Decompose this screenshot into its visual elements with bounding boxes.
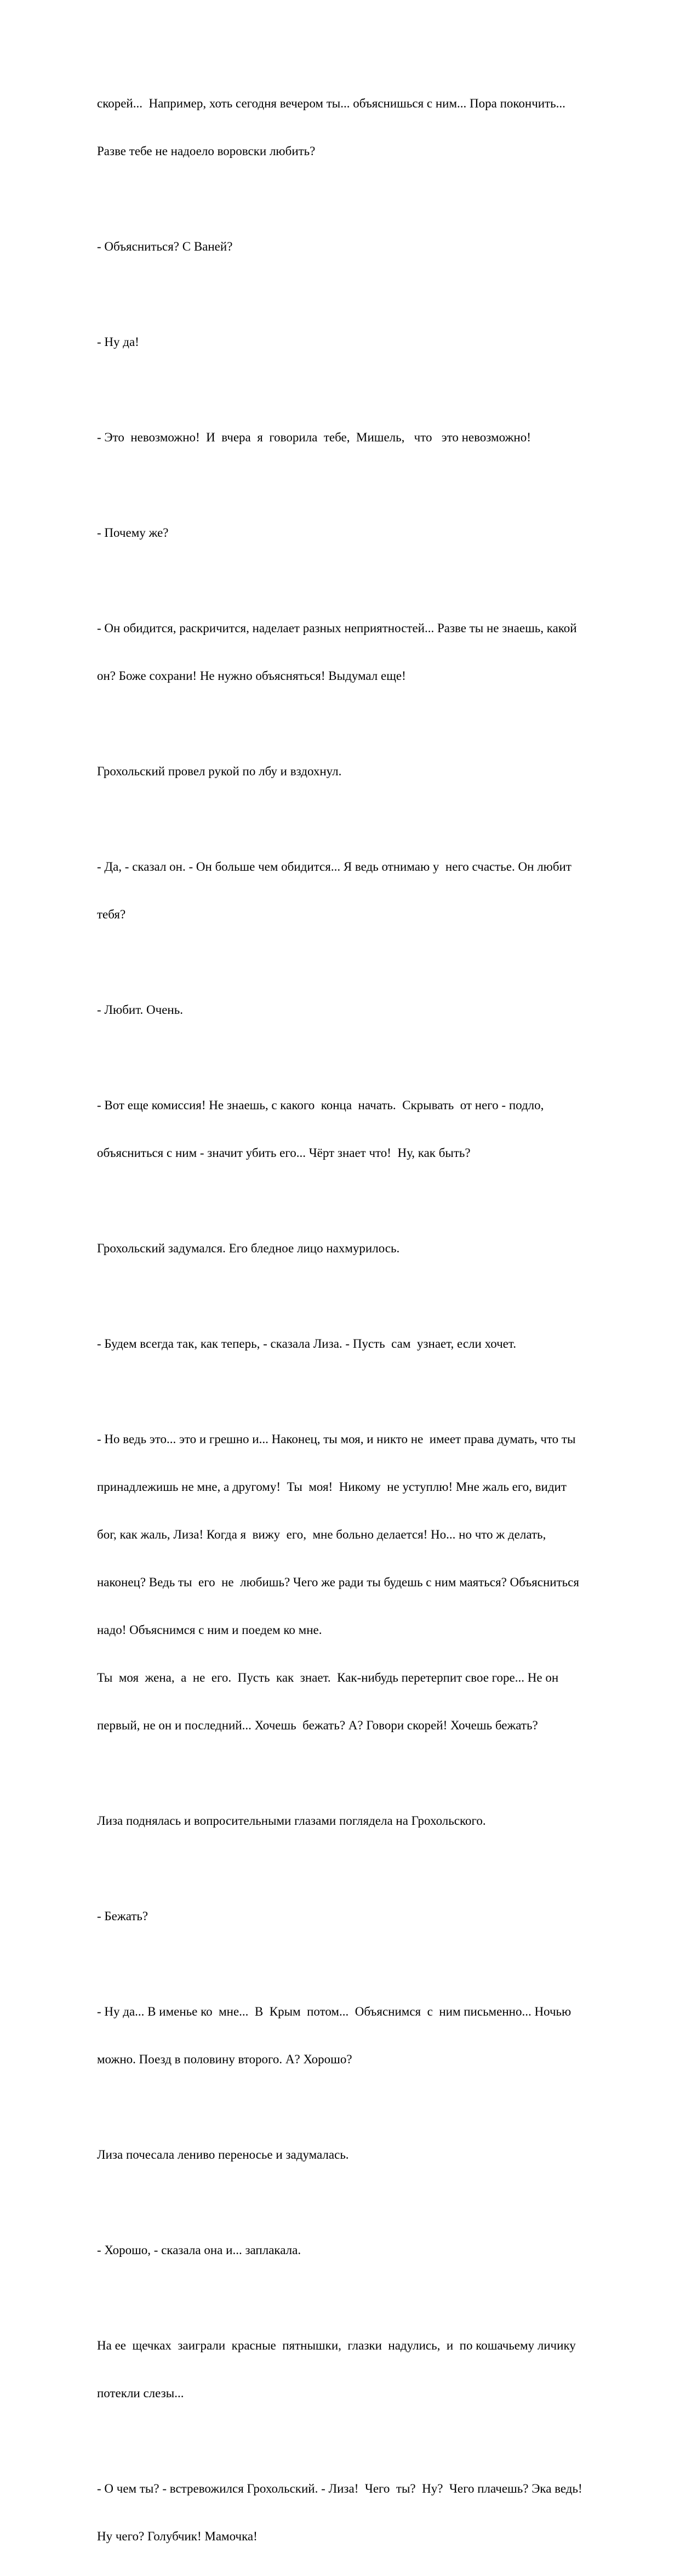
text-line: принадлежишь не мне, а другому! Ты моя! Никому не уступлю! Мне жаль его, видит: [97, 1480, 567, 1494]
paragraph-6: [97, 588, 631, 716]
text-line: - Любит. Очень.: [97, 1003, 183, 1017]
text-line: потекли слезы...: [97, 2386, 184, 2400]
text-line: Лиза почесала лениво переносье и задумалась.: [97, 2148, 349, 2161]
text-line: - О чем ты? - встревожился Грохольский. - Лиза! Чего ты? Ну? Чего плачешь? Эка ведь!: [97, 2482, 582, 2495]
paragraph-15: [97, 1876, 631, 1956]
paragraph-18: [97, 2210, 631, 2290]
paragraph-17: [97, 2115, 631, 2194]
text-line: - Почему же?: [97, 526, 169, 540]
paragraph-4: [97, 398, 631, 477]
text-line: Ну чего? Голубчик! Мамочка!: [97, 2529, 258, 2543]
text-line: - Ну да... В именье ко мне... В Крым потом... Объяснимся с ним письменно... Ночью: [97, 2005, 572, 2018]
text-line: - Бежать?: [97, 1909, 148, 1923]
text-line: - Хорошо, - сказала она и... заплакала.: [97, 2243, 301, 2257]
text-line: скорей... Например, хоть сегодня вечером ты... объяснишься с ним... Пора покончить...: [97, 97, 565, 110]
text-line: На ее щечках заиграли красные пятнышки, глазки надулись, и по кошачьему личику: [97, 2339, 576, 2352]
text-line: первый, не он и последний... Хочешь бежать? А? Говори скорей! Хочешь бежать?: [97, 1718, 538, 1732]
paragraph-10: [97, 1065, 631, 1193]
paragraph-2: [97, 207, 631, 286]
paragraph-20: [97, 2449, 631, 2576]
text-line: Ты моя жена, а не его. Пусть как знает. Как-нибудь перетерпит свое горе... Не он: [97, 1671, 559, 1684]
document-text: [97, 64, 631, 2576]
paragraph-12: [97, 1304, 631, 1383]
text-line: объясниться с ним - значит убить его... Чёрт знает что! Ну, как быть?: [97, 1146, 471, 1160]
paragraph-3: [97, 302, 631, 382]
text-line: - Но ведь это... это и грешно и... Наконец, ты моя, и никто не имеет права думать, что ты: [97, 1432, 576, 1446]
text-line: Грохольский задумался. Его бледное лицо нахмурилось.: [97, 1241, 400, 1255]
text-line: - Объясниться? С Ваней?: [97, 240, 233, 253]
paragraph-5: [97, 493, 631, 572]
text-line: - Да, - сказал он. - Он больше чем обидится... Я ведь отнимаю у него счастье. Он любит: [97, 860, 572, 873]
text-line: бог, как жаль, Лиза! Когда я вижу его, мне больно делается! Но... но что ж делать,: [97, 1528, 546, 1541]
text-line: можно. Поезд в половину второго. А? Хорошо?: [97, 2052, 352, 2066]
text-line: наконец? Ведь ты его не любишь? Чего же ради ты будешь с ним маяться? Объясниться: [97, 1575, 579, 1589]
paragraph-16: [97, 1972, 631, 2099]
text-line: - Он обидится, раскричится, наделает разных неприятностей... Разве ты не знаешь, какой: [97, 621, 577, 635]
text-line: - Будем всегда так, как теперь, - сказала Лиза. - Пусть сам узнает, если хочет.: [97, 1337, 516, 1351]
paragraph-13: [97, 1399, 631, 1765]
paragraph-9: [97, 970, 631, 1049]
text-line: - Ну да!: [97, 335, 139, 349]
paragraph-7: [97, 731, 631, 811]
text-line: надо! Объяснимся с ним и поедем ко мне.: [97, 1623, 322, 1637]
text-line: Грохольский провел рукой по лбу и вздохнул.: [97, 764, 342, 778]
paragraph-14: [97, 1781, 631, 1860]
paragraph-1: [97, 64, 631, 191]
text-line: Лиза поднялась и вопросительными глазами поглядела на Грохольского.: [97, 1814, 486, 1828]
paragraph-11: [97, 1208, 631, 1288]
text-line: он? Боже сохрани! Не нужно объясняться! Выдумал еще!: [97, 669, 406, 683]
text-line: тебя?: [97, 907, 126, 921]
text-line: - Вот еще комиссия! Не знаешь, с какого конца начать. Скрывать от него - подло,: [97, 1098, 544, 1112]
text-line: - Это невозможно! И вчера я говорила тебе, Мишель, что это невозможно!: [97, 430, 531, 444]
paragraph-19: [97, 2306, 631, 2433]
paragraph-8: [97, 827, 631, 954]
text-line: Разве тебе не надоело воровски любить?: [97, 144, 316, 158]
